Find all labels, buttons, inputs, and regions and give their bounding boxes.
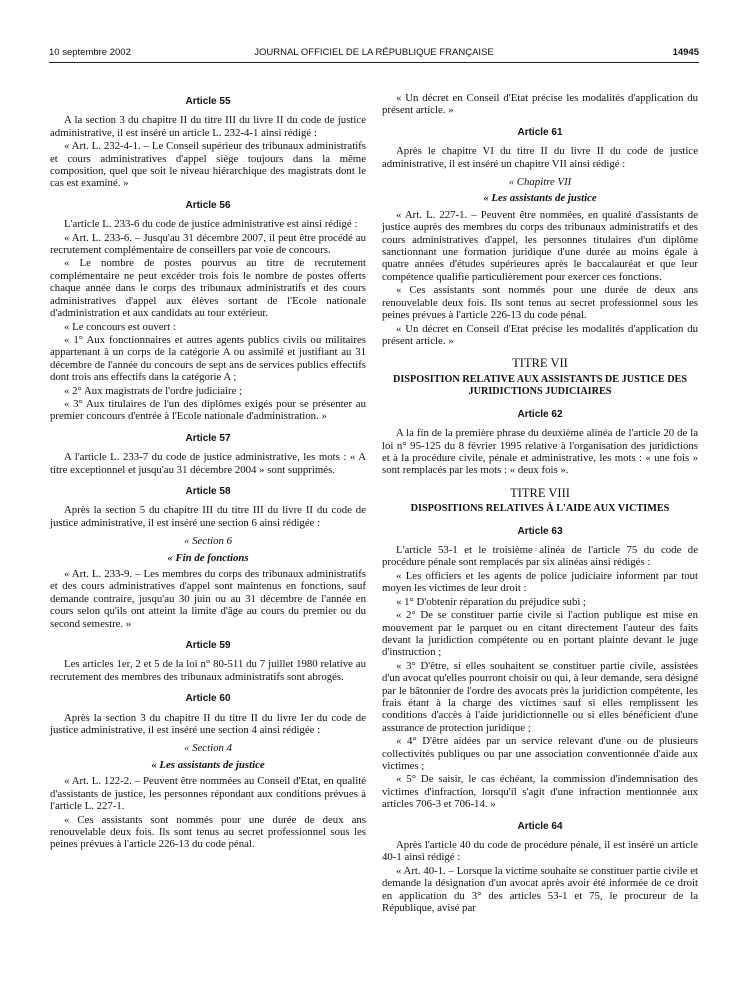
article-61-chapter-subtitle: « Les assistants de justice: [483, 192, 597, 205]
article-56-para-1: L'article L. 233-6 du code de justice administrative est ainsi rédigé :: [64, 218, 358, 231]
header-title: JOURNAL OFFICIEL DE LA RÉPUBLIQUE FRANÇAISE: [254, 47, 494, 58]
article-63-para-2: « Les officiers et les agents de police judiciaire informent par tout moyen les victimes de leur droit :: [382, 569, 698, 595]
article-56-para-4: « Le concours est ouvert :: [64, 320, 176, 333]
header-page-number: 14945: [672, 47, 699, 58]
article-61-heading: Article 61: [517, 126, 563, 138]
article-58-heading: Article 58: [185, 485, 231, 497]
article-63-heading: Article 63: [517, 525, 563, 537]
article-60-section-title: « Section 4: [184, 742, 232, 755]
article-63-para-1: L'article 53-1 et le troisième alinéa de l'article 75 du code de procédure pénale sont remplacés par six alinéas ainsi rédigés :: [382, 544, 698, 569]
article-61-para-1: Après le chapitre VI du titre II du livre II du code de justice administrative, il est inséré un chapitre VII ainsi rédigé :: [382, 145, 698, 170]
article-58-para-2: « Art. L. 233-9. – Les membres du corps des tribunaux administratifs et des cours administratives d'appel sont maintenus en fonctions, sauf demande contraire, jusqu'au 30 juin ou au 31 décembre de l'année en cours selon qu'ils ont atteint la limite d'âge au cours du premier ou du second semestre. »: [50, 568, 366, 630]
article-55-para-1: A la section 3 du chapitre II du titre III du livre II du code de justice administrative, il est inséré un article L. 232-4-1 ainsi rédigé :: [50, 114, 366, 139]
article-58-section-subtitle: « Fin de fonctions: [167, 551, 249, 564]
article-60-heading: Article 60: [185, 693, 231, 705]
article-64-para-2: « Art. 40-1. – Lorsque la victime souhaite se constituer partie civile et demande la désignation d'un avocat après avoir été informée de ce droit en application du 3° des articles 53-1 et 75, le procureur de la République, avisé par: [382, 864, 698, 915]
article-55-heading: Article 55: [185, 96, 231, 107]
article-57-heading: Article 57: [185, 432, 231, 444]
article-60-section-subtitle: « Les assistants de justice: [151, 758, 265, 771]
article-61-para-4: « Un décret en Conseil d'Etat précise les modalités d'application du présent article. »: [382, 322, 698, 347]
titre-8-heading: TITRE VIII: [510, 485, 570, 500]
article-59-para-1: Les articles 1er, 2 et 5 de la loi n° 80-511 du 7 juillet 1980 relative au recrutement des membres des tribunaux administratifs sont abrogés.: [50, 658, 366, 683]
article-62-para-1: A la fin de la première phrase du deuxième alinéa de l'article 20 de la loi n° 95-125 du 8 février 1995 relative à l'organisation des juridictions et à la procédure civile, pénale et administrative, les mots : « une fois » sont remplacés par les mots : « deux fois ».: [382, 427, 698, 477]
article-64-para-1: Après l'article 40 du code de procédure pénale, il est inséré un article 40-1 ainsi rédigé :: [382, 839, 698, 864]
header-date: 10 septembre 2002: [49, 47, 131, 58]
article-57-para-1: A l'article L. 233-7 du code de justice administrative, les mots : « A titre exceptionnel et jusqu'au 31 décembre 2004 » sont supprimés.: [50, 451, 366, 476]
article-60-para-3: « Ces assistants sont nommés pour une durée de deux ans renouvelable deux fois. Ils sont tenus au secret professionnel sous les peines prévues à l'article 226-13 du code pénal.: [50, 813, 366, 851]
article-60-para-2: « Art. L. 122-2. – Peuvent être nommées au Conseil d'Etat, en qualité d'assistants de justice, les personnes répondant aux conditions prévues à l'article L. 227-1.: [50, 775, 366, 813]
page-header: [49, 47, 699, 61]
continued-paragraph: « Un décret en Conseil d'Etat précise les modalités d'application du présent article. »: [382, 92, 698, 117]
article-61-para-2: « Art. L. 227-1. – Peuvent être nommées, en qualité d'assistants de justice auprès des membres du corps des tribunaux administratifs et des cours administratives d'appel, les personnes titulaires d'un diplôme sanctionnant une formation juridique d'une durée au moins égale à quatre années d'études supérieures après le baccalauréat et que leur compétence qualifie particulièrement pour exercer ces fonctions.: [382, 208, 698, 283]
article-63-para-6: « 4° D'être aidées par un service relevant d'une ou de plusieurs collectivités publiques ou par une association conventionnée d'aide aux victimes ;: [382, 735, 698, 772]
article-56-heading: Article 56: [185, 199, 231, 211]
article-58-para-1: Après la section 5 du chapitre III du titre III du livre II du code de justice administrative, il est inséré une section 6 ainsi rédigée :: [50, 504, 366, 529]
left-column: [50, 96, 366, 852]
article-63-para-4: « 2° De se constituer partie civile si l'action publique est mise en mouvement par le parquet ou en citant directement l'auteur des faits devant la juridiction compétente ou en portant plainte devant le juge d'instruction ;: [382, 609, 698, 659]
article-63-para-5: « 3° D'être, si elles souhaitent se constituer partie civile, assistées d'un avocat qu'elles pourront choisir ou qui, à leur demande, sera désigné par le bâtonnier de l'ordre des avocats près la juridiction compétente, les frais étant à la charge des victimes sauf si elles remplissent les conditions d'accès à l'aide juridictionnelle ou si elles bénéficient d'une assurance de protection juridique ;: [382, 659, 699, 734]
article-59-heading: Article 59: [185, 640, 231, 652]
article-63-para-7: « 5° De saisir, le cas échéant, la commission d'indemnisation des victimes d'infraction, lorsqu'il s'agit d'une infraction mentionnée aux articles 706-3 et 706-14. »: [382, 773, 698, 811]
titre-8-subtitle: DISPOSITIONS RELATIVES À L'AIDE AUX VICTIMES: [410, 503, 670, 515]
article-56-para-6: « 2° Aux magistrats de l'ordre judiciaire ;: [64, 384, 243, 397]
right-column: [382, 92, 698, 915]
article-60-para-1: Après la section 3 du chapitre II du titre II du livre Ier du code de justice administrative, il est inséré une section 4 ainsi rédigée :: [50, 711, 366, 737]
header-rule: [49, 62, 699, 63]
article-56-para-5: « 1° Aux fonctionnaires et autres agents publics civils ou militaires appartenant à un corps de la catégorie A ou assimilé et justifiant au 31 décembre de l'année du concours de sept ans de services publics effectifs dont trois ans effectifs dans la catégorie A ;: [50, 333, 366, 384]
article-63-para-3: « 1° D'obtenir réparation du préjudice subi ;: [396, 595, 587, 608]
article-55-para-2: « Art. L. 232-4-1. – Le Conseil supérieur des tribunaux administratifs et cours administratives d'appel siège toujours dans la même composition, quel que soit le niveau hiérarchique des magistrats dont le cas est examiné. »: [50, 140, 366, 190]
article-62-heading: Article 62: [517, 408, 563, 420]
article-56-para-7: « 3° Aux titulaires de l'un des diplômes exigés pour se présenter au premier concours d'entrée à l'Ecole nationale d'administration. »: [50, 397, 366, 423]
article-56-para-3: « Le nombre de postes pourvus au titre de recrutement complémentaire ne peut excéder trois fois le nombre de postes offerts chaque année dans le corps des tribunaux administratifs et des cours administratives d'appel aux élèves sortant de l'Ecole nationale d'administration et aux candidats au tour extérieur.: [50, 257, 366, 320]
titre-7-subtitle: DISPOSITION RELATIVE AUX ASSISTANTS DE JUSTICE DES JURIDICTIONS JUDICIAIRES: [392, 373, 688, 398]
article-61-para-3: « Ces assistants sont nommés pour une durée de deux ans renouvelable deux fois. Ils sont tenus au secret professionnel sous les peines prévues à l'article 226-13 du code pénal.: [382, 284, 698, 322]
article-58-section-title: « Section 6: [184, 535, 232, 548]
article-61-chapter-title: « Chapitre VII: [508, 176, 572, 189]
article-64-heading: Article 64: [517, 820, 563, 832]
titre-7-heading: TITRE VII: [512, 356, 568, 371]
article-56-para-2: « Art. L. 233-6. – Jusqu'au 31 décembre 2007, il peut être procédé au recrutement complémentaire de conseillers par voie de concours.: [50, 231, 366, 257]
